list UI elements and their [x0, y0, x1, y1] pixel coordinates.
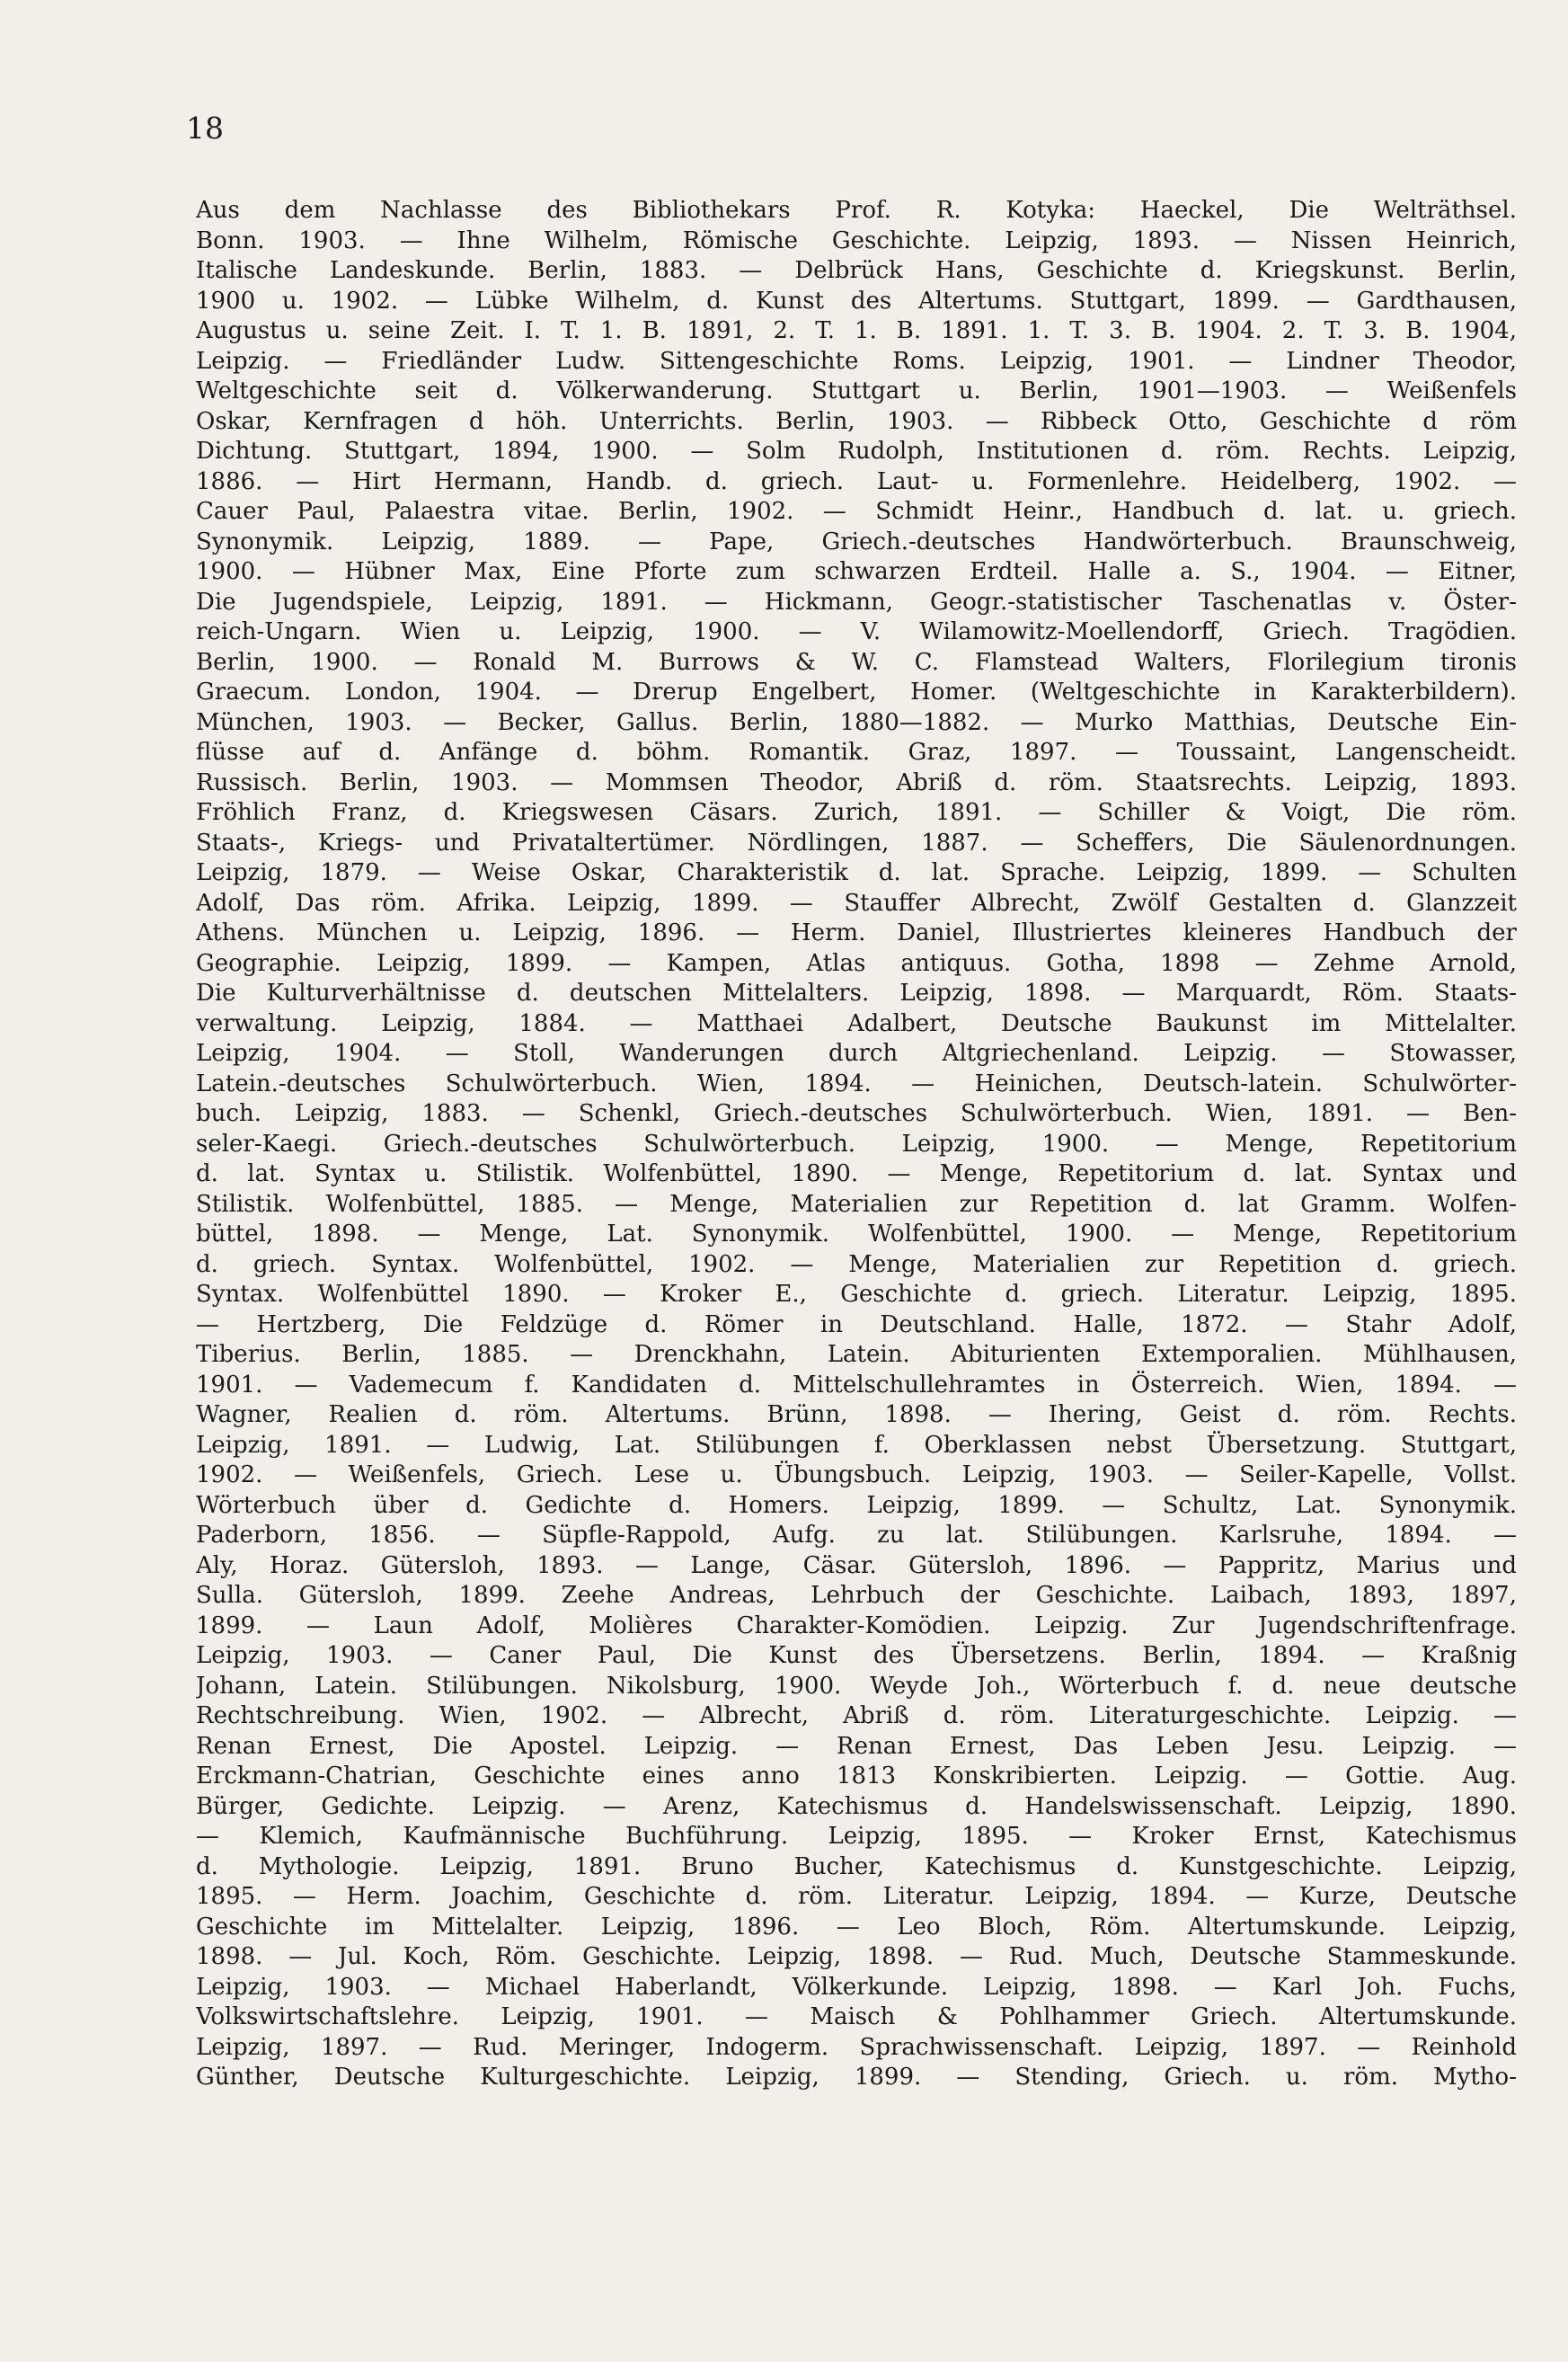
text-line: — Hertzberg, Die Feldzüge d. Römer in Deutschland. Halle, 1872. — Stahr Adolf, — [196, 1310, 1517, 1338]
text-line: Cauer Paul, Palaestra vitae. Berlin, 1902. — Schmidt Heinr., Handbuch d. lat. u. griech. — [196, 498, 1517, 525]
text-line: Berlin, 1900. — Ronald M. Burrows & W. C. Flamstead Walters, Florilegium tironis — [196, 648, 1517, 676]
text-line: d. griech. Syntax. Wolfenbüttel, 1902. — Menge, Materialien zur Repetition d. griech. — [196, 1250, 1517, 1278]
text-line: Leipzig, 1903. — Michael Haberlandt, Völkerkunde. Leipzig, 1898. — Karl Joh. Fuchs, — [196, 1973, 1517, 2001]
text-line: Synonymik. Leipzig, 1889. — Pape, Griech.-deutsches Handwörterbuch. Braunschweig, — [196, 528, 1517, 555]
text-line: 1895. — Herm. Joachim, Geschichte d. röm. Literatur. Leipzig, 1894. — Kurze, Deutsche — [196, 1883, 1517, 1910]
text-line: verwaltung. Leipzig, 1884. — Matthaei Adalbert, Deutsche Baukunst im Mittelalter. — [196, 1009, 1517, 1037]
text-line: Stilistik. Wolfenbüttel, 1885. — Menge, Materialien zur Repetition d. lat Gramm. Wolfen- — [196, 1190, 1517, 1218]
text-line: Geographie. Leipzig, 1899. — Kampen, Atlas antiquus. Gotha, 1898 — Zehme Arnold, — [196, 949, 1517, 977]
text-line: Weltgeschichte seit d. Völkerwanderung. Stuttgart u. Berlin, 1901—1903. — Weißenfels — [196, 377, 1517, 404]
text-line: Johann, Latein. Stilübungen. Nikolsburg, 1900. Weyde Joh., Wörterbuch f. d. neue deutsche — [196, 1672, 1517, 1700]
text-line: Paderborn, 1856. — Süpfle-Rappold, Aufg. zu lat. Stilübungen. Karlsruhe, 1894. — — [196, 1522, 1517, 1549]
text-line: Leipzig, 1903. — Caner Paul, Die Kunst des Übersetzens. Berlin, 1894. — Kraßnig — [196, 1642, 1517, 1669]
text-line: 1902. — Weißenfels, Griech. Lese u. Übungsbuch. Leipzig, 1903. — Seiler-Kapelle, Vollst. — [196, 1461, 1517, 1488]
text-line: Wagner, Realien d. röm. Altertums. Brünn, 1898. — Ihering, Geist d. röm. Rechts. — [196, 1401, 1517, 1428]
text-line: Renan Ernest, Die Apostel. Leipzig. — Renan Ernest, Das Leben Jesu. Leipzig. — — [196, 1732, 1517, 1760]
text-line: buch. Leipzig, 1883. — Schenkl, Griech.-deutsches Schulwörterbuch. Wien, 1891. — Ben- — [196, 1100, 1517, 1127]
text-line: Oskar, Kernfragen d höh. Unterrichts. Berlin, 1903. — Ribbeck Otto, Geschichte d röm — [196, 407, 1517, 435]
text-line: Leipzig, 1897. — Rud. Meringer, Indogerm. Sprachwissenschaft. Leipzig, 1897. — Reinhold — [196, 2033, 1517, 2061]
text-line: Wörterbuch über d. Gedichte d. Homers. Leipzig, 1899. — Schultz, Lat. Synonymik. — [196, 1491, 1517, 1519]
text-line: — Klemich, Kaufmännische Buchführung. Leipzig, 1895. — Kroker Ernst, Katechismus — [196, 1823, 1517, 1850]
text-line: flüsse auf d. Anfänge d. böhm. Romantik. Graz, 1897. — Toussaint, Langenscheidt. — [196, 739, 1517, 766]
text-line: Aly, Horaz. Gütersloh, 1893. — Lange, Cäsar. Gütersloh, 1896. — Pappritz, Marius und — [196, 1551, 1517, 1579]
text-line: reich-Ungarn. Wien u. Leipzig, 1900. — V. Wilamowitz-Moellendorff, Griech. Tragödien. — [196, 618, 1517, 645]
text-line: Leipzig, 1891. — Ludwig, Lat. Stilübungen f. Oberklassen nebst Übersetzung. Stuttgart, — [196, 1431, 1517, 1459]
page-number: 18 — [186, 111, 224, 146]
text-line: 1886. — Hirt Hermann, Handb. d. griech. Laut- u. Formenlehre. Heidelberg, 1902. — — [196, 467, 1517, 495]
text-line: Russisch. Berlin, 1903. — Mommsen Theodor, Abriß d. röm. Staatsrechts. Leipzig, 1893. — [196, 768, 1517, 796]
text-line: büttel, 1898. — Menge, Lat. Synonymik. Wolfenbüttel, 1900. — Menge, Repetitorium — [196, 1221, 1517, 1248]
text-line: Tiberius. Berlin, 1885. — Drenckhahn, Latein. Abiturienten Extemporalien. Mühlhausen, — [196, 1341, 1517, 1368]
text-line: Volkswirtschaftslehre. Leipzig, 1901. — Maisch & Pohlhammer Griech. Altertumskunde. — [196, 2003, 1517, 2030]
text-line: 1900 u. 1902. — Lübke Wilhelm, d. Kunst des Altertums. Stuttgart, 1899. — Gardthausen, — [196, 287, 1517, 315]
text-line: d. Mythologie. Leipzig, 1891. Bruno Bucher, Katechismus d. Kunstgeschichte. Leipzig, — [196, 1852, 1517, 1880]
text-line: Erckmann-Chatrian, Geschichte eines anno 1813 Konskribierten. Leipzig. — Gottie. Aug. — [196, 1763, 1517, 1789]
text-line: Athens. München u. Leipzig, 1896. — Herm. Daniel, Illustriertes kleineres Handbuch der — [196, 919, 1517, 946]
text-line: Aus dem Nachlasse des Bibliothekars Prof. R. Kotyka: Haeckel, Die Welträthsel. — [196, 197, 1517, 224]
text-line: Geschichte im Mittelalter. Leipzig, 1896. — Leo Bloch, Röm. Altertumskunde. Leipzig, — [196, 1913, 1517, 1940]
text-line: Rechtschreibung. Wien, 1902. — Albrecht, Abriß d. röm. Literaturgeschichte. Leipzig. — — [196, 1702, 1517, 1729]
text-line: 1900. — Hübner Max, Eine Pforte zum schwarzen Erdteil. Halle a. S., 1904. — Eitner, — [196, 558, 1517, 585]
text-line: Italische Landeskunde. Berlin, 1883. — Delbrück Hans, Geschichte d. Kriegskunst. Berlin, — [196, 257, 1517, 284]
text-line: Adolf, Das röm. Afrika. Leipzig, 1899. — Stauffer Albrecht, Zwölf Gestalten d. Glanzzeit — [196, 889, 1517, 917]
text-line: Augustus u. seine Zeit. I. T. 1. B. 1891, 2. T. 1. B. 1891. 1. T. 3. B. 1904. 2. T. 3. B. 1904, — [196, 317, 1517, 344]
text-line: seler-Kaegi. Griech.-deutsches Schulwörterbuch. Leipzig, 1900. — Menge, Repetitorium — [196, 1130, 1517, 1158]
text-line: Bürger, Gedichte. Leipzig. — Arenz, Katechismus d. Handelswissenschaft. Leipzig, 1890. — [196, 1792, 1517, 1820]
body-text — [196, 196, 1517, 2093]
text-line: Sulla. Gütersloh, 1899. Zeehe Andreas, Lehrbuch der Geschichte. Laibach, 1893, 1897, — [196, 1582, 1517, 1609]
text-line: Bonn. 1903. — Ihne Wilhelm, Römische Geschichte. Leipzig, 1893. — Nissen Heinrich, — [196, 226, 1517, 254]
text-line: Fröhlich Franz, d. Kriegswesen Cäsars. Zurich, 1891. — Schiller & Voigt, Die röm. — [196, 799, 1517, 826]
text-line: Leipzig. — Friedländer Ludw. Sittengeschichte Roms. Leipzig, 1901. — Lindner Theodor, — [196, 347, 1517, 375]
text-line: Syntax. Wolfenbüttel 1890. — Kroker E., Geschichte d. griech. Literatur. Leipzig, 1895. — [196, 1281, 1517, 1308]
text-line: 1899. — Laun Adolf, Molières Charakter-Komödien. Leipzig. Zur Jugendschriftenfrage. — [196, 1612, 1517, 1639]
text-line: Leipzig, 1879. — Weise Oskar, Charakteristik d. lat. Sprache. Leipzig, 1899. — Schulten — [196, 859, 1517, 886]
text-line: Günther, Deutsche Kulturgeschichte. Leipzig, 1899. — Stending, Griech. u. röm. Mytho- — [196, 2064, 1517, 2091]
text-line: Die Kulturverhältnisse d. deutschen Mittelalters. Leipzig, 1898. — Marquardt, Röm. Staats- — [196, 980, 1517, 1007]
text-line: Dichtung. Stuttgart, 1894, 1900. — Solm Rudolph, Institutionen d. röm. Rechts. Leipzig, — [196, 438, 1517, 465]
text-line: d. lat. Syntax u. Stilistik. Wolfenbüttel, 1890. — Menge, Repetitorium d. lat. Syntax und — [196, 1160, 1517, 1187]
text-line: Die Jugendspiele, Leipzig, 1891. — Hickmann, Geogr.-statistischer Taschenatlas v. Öster- — [196, 588, 1517, 616]
text-line: 1901. — Vademecum f. Kandidaten d. Mittelschullehramtes in Österreich. Wien, 1894. — — [196, 1371, 1517, 1399]
text-line: Staats-, Kriegs- und Privataltertümer. Nördlingen, 1887. — Scheffers, Die Säulenordnungen. — [196, 829, 1517, 857]
text-line: 1898. — Jul. Koch, Röm. Geschichte. Leipzig, 1898. — Rud. Much, Deutsche Stammeskunde. — [196, 1943, 1517, 1970]
text-line: Graecum. London, 1904. — Drerup Engelbert, Homer. (Weltgeschichte in Karakterbildern). — [196, 679, 1517, 706]
text-line: Leipzig, 1904. — Stoll, Wanderungen durch Altgriechenland. Leipzig. — Stowasser, — [196, 1040, 1517, 1067]
text-line: München, 1903. — Becker, Gallus. Berlin, 1880—1882. — Murko Matthias, Deutsche Ein- — [196, 708, 1517, 736]
text-line: Latein.-deutsches Schulwörterbuch. Wien, 1894. — Heinichen, Deutsch-latein. Schulwörter- — [196, 1070, 1517, 1097]
